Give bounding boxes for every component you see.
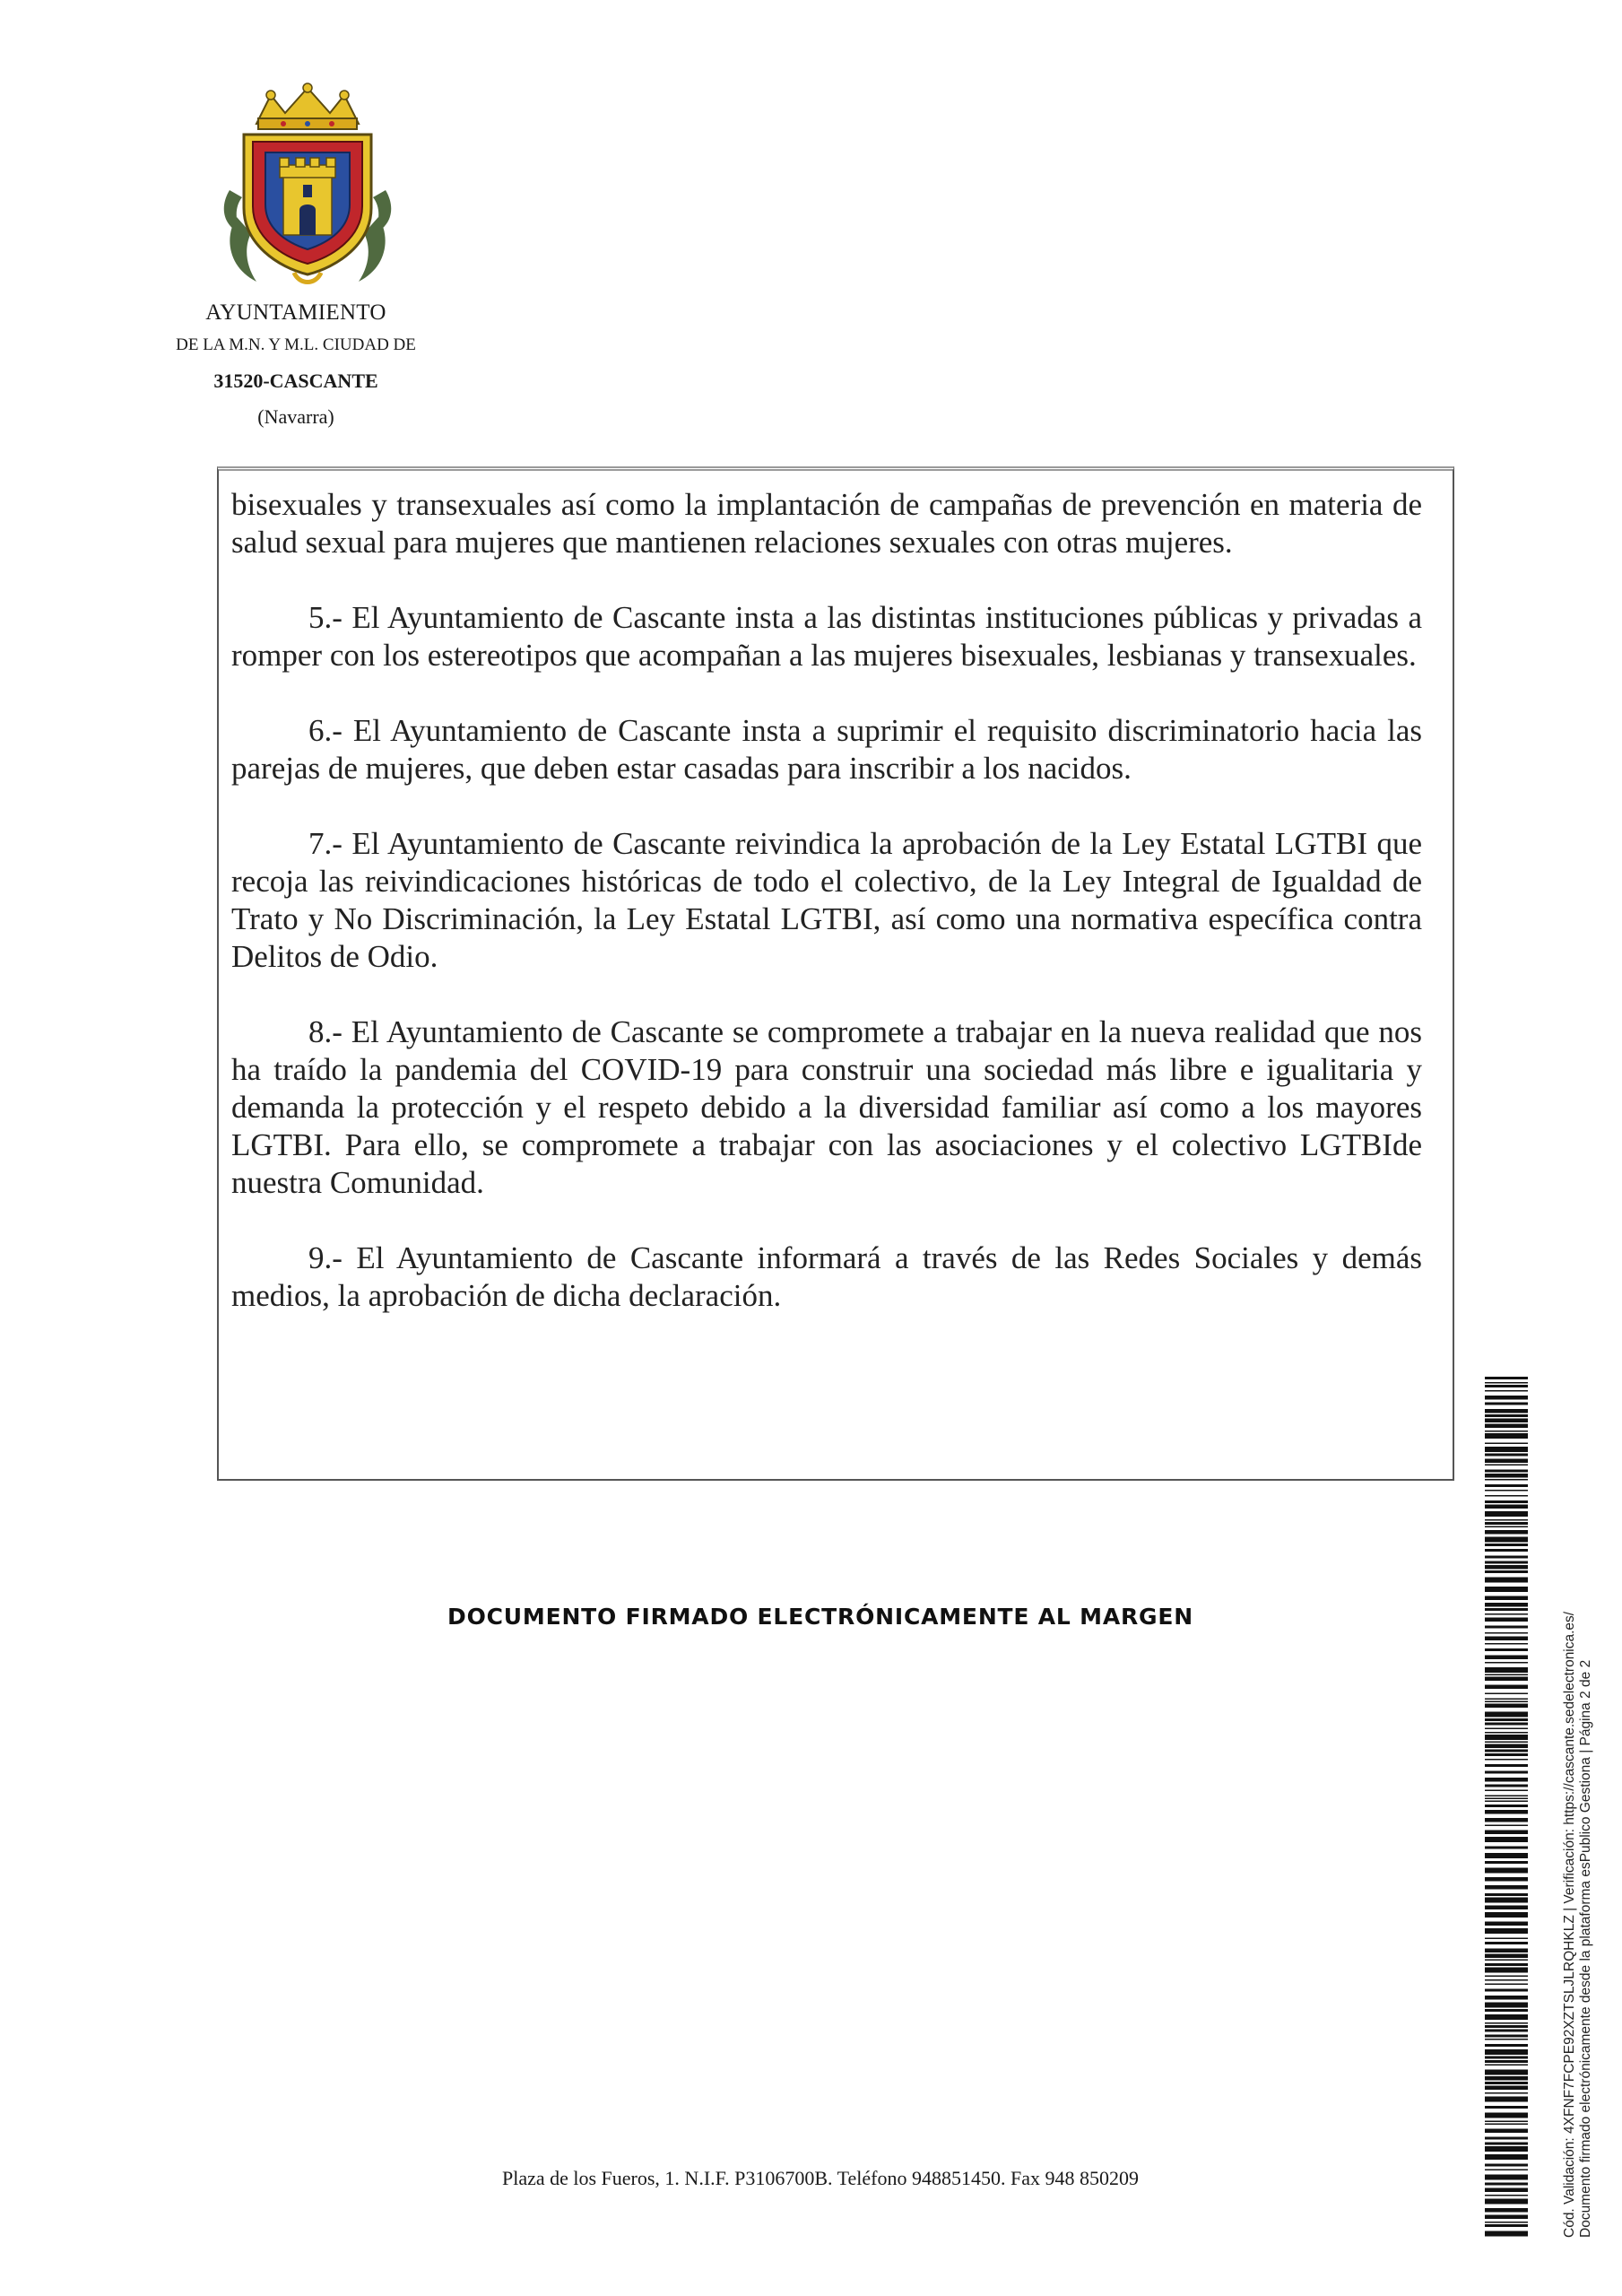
body-paragraph: 5.- El Ayuntamiento de Cascante insta a las distintas instituciones públicas y privadas a romper con los estereotipos que acompañan a las mujeres bisexuales, lesbianas y transexuales. [231, 600, 1422, 673]
barcode-icon [1485, 1377, 1528, 2238]
document-body [231, 486, 1422, 1352]
letterhead-institution: AYUNTAMIENTO [205, 300, 386, 325]
footer-address: Plaza de los Fueros, 1. N.I.F. P3106700B. Teléfono 948851450. Fax 948 850209 [501, 2167, 1140, 2189]
body-paragraph: 6.- El Ayuntamiento de Cascante insta a suprimir el requisito discriminatorio hacia las parejas de mujeres, que deben estar casadas para inscribir a los nacidos. [231, 713, 1422, 786]
body-paragraph: bisexuales y transexuales así como la implantación de campañas de prevención en materia de salud sexual para mujeres que mantienen relaciones sexuales con otras mujeres. [231, 487, 1422, 560]
validation-platform-line: Documento firmado electrónicamente desde la plataforma esPublico Gestiona | Página 2 de 2 [1578, 1659, 1593, 2238]
coat-of-arms-icon [221, 83, 395, 291]
validation-code-line: Cód. Validación: 4XFNF7FCPE92XZTSLJLRQHKLZ | Verificación: https://cascante.sedelectronica.es/ [1562, 1611, 1577, 2238]
body-paragraph: 9.- El Ayuntamiento de Cascante informará a través de las Redes Sociales y demás medios, la aprobación de dicha declaración. [231, 1240, 1422, 1313]
validation-text [1562, 1489, 1594, 2238]
body-paragraph: 7.- El Ayuntamiento de Cascante reivindica la aprobación de la Ley Estatal LGTBI que recoja las reivindicaciones históricas de todo el colectivo, de la Ley Integral de Igualdad de Trato y No Discriminación, la Ley Estatal LGTBI, así como una normativa específica contra Delitos de Odio. [231, 826, 1422, 974]
letterhead-region: (Navarra) [257, 405, 334, 428]
signed-notice: DOCUMENTO FIRMADO ELECTRÓNICAMENTE AL MARGEN [447, 1604, 1193, 1630]
body-paragraph: 8.- El Ayuntamiento de Cascante se compromete a trabajar en la nueva realidad que nos ha traído la pandemia del COVID-19 para construir una sociedad más libre e igualitaria y demanda la protección y el respeto debido a la diversidad familiar así como a los mayores LGTBI. Para ello, se compromete a trabajar con las asociaciones y el colectivo LGTBIde nuestra Comunidad. [231, 1014, 1422, 1200]
letterhead-postcode-city: 31520-CASCANTE [213, 370, 378, 392]
letterhead [126, 298, 466, 432]
letterhead-title: DE LA M.N. Y M.L. CIUDAD DE [176, 335, 416, 354]
